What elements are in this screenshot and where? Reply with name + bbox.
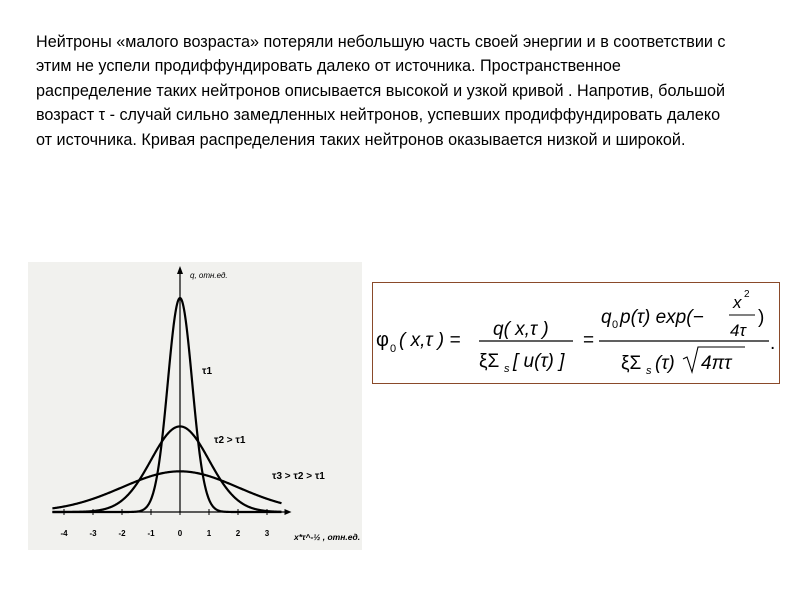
chart-axes [52, 266, 291, 515]
x-axis-arrow [285, 509, 292, 515]
series-label-tau3: τ3 > τ2 > τ1 [272, 471, 325, 482]
formula-den1-sub: s [504, 363, 510, 375]
series-label-tau1: τ1 [202, 366, 213, 377]
formula-phi-sub: 0 [390, 343, 397, 355]
series-curve-1 [52, 298, 281, 512]
y-axis-label: q, отн.ед. [190, 271, 228, 280]
chart-svg [28, 262, 362, 550]
formula-phi: φ [376, 329, 389, 351]
chart-ticks [60, 509, 269, 538]
formula-num2-den: 4τ [730, 321, 746, 340]
formula-den2-mid: (τ) [655, 353, 675, 374]
chart-curves [52, 298, 281, 512]
formula-den2-root: 4πτ [701, 353, 732, 374]
y-axis-arrow [177, 266, 183, 274]
x-tick-label: -4 [60, 529, 68, 538]
formula-num2-q: q [601, 307, 612, 328]
formula-den2-xi: ξΣ [621, 353, 642, 374]
formula-num2-sub: 0 [612, 319, 619, 331]
formula-args: ( x,τ ) = [399, 330, 461, 351]
formula-num2-mid: p(τ) exp(− [620, 307, 704, 328]
formula-eq2: = [583, 330, 595, 351]
series-curve-3 [52, 471, 281, 508]
x-tick-label: 1 [206, 529, 212, 538]
series-label-tau2: τ2 > τ1 [214, 435, 246, 446]
distribution-chart [28, 262, 362, 550]
x-tick-label: 3 [264, 529, 270, 538]
formula-num2-close: ) [758, 307, 765, 328]
formula-num2-x: x [733, 293, 742, 312]
x-tick-label: -1 [147, 529, 155, 538]
formula-num1: q( x,τ ) [493, 319, 549, 340]
x-tick-label: 2 [235, 529, 241, 538]
formula-den1-rest: [ u(τ) ] [513, 351, 565, 372]
series-curve-2 [52, 426, 281, 512]
formula-den1-xi: ξΣ [479, 351, 500, 372]
formula-den2-sub: s [646, 365, 652, 377]
x-axis-label: x*τ^-½ , отн.ед. [294, 532, 361, 542]
x-tick-label: -2 [118, 529, 126, 538]
description-paragraph: Нейтроны «малого возраста» потеряли небольшую часть своей энергии и в соответствии с этим не успели продиффундировать далеко от источника. Пространственное распределение таких нейтронов описывается высокой и узкой кривой . Напротив, большой возраст τ - случай сильно замедленных нейтронов, успевших продиффундировать далеко от источника. Кривая распределения таких нейтронов оказывается низкой и широкой. [36, 33, 726, 149]
formula-svg [373, 283, 779, 383]
formula-num2-sup: 2 [744, 289, 750, 300]
formula-box [372, 282, 780, 384]
x-tick-label: -3 [89, 529, 97, 538]
formula-period: . [770, 333, 776, 354]
x-tick-label: 0 [177, 529, 183, 538]
